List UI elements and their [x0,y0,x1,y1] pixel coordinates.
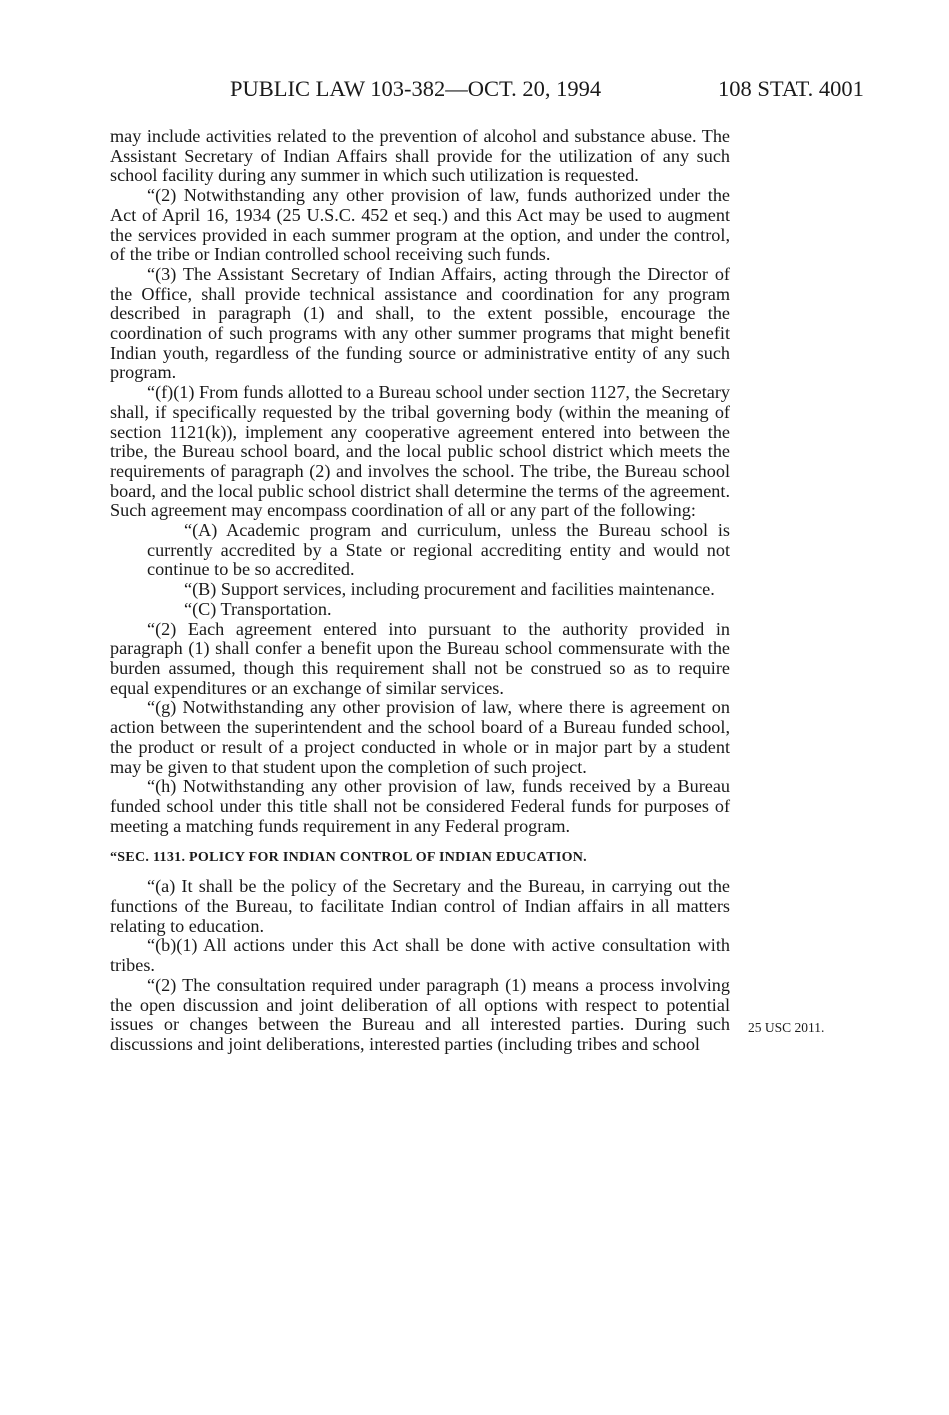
header-title: PUBLIC LAW 103-382—OCT. 20, 1994 [230,76,602,101]
paragraph-f2: “(2) Each agreement entered into pursuant to the authority provided in paragraph (1) shall confer a benefit upon the Bureau school commensurate with the burden assumed, though this requirement shall not be construed so as to require equal expenditures or an exchange of similar services. [110,618,730,698]
subparagraph-b: “(B) Support services, including procurement and facilities maintenance. [184,579,715,600]
paragraph-e2: “(2) Notwithstanding any other provision of law, funds authorized under the Act of April 16, 1934 (25 U.S.C. 452 et seq.) and this Act may be used to augment the services provided in each summer program at the option, and under the control, of the tribe or Indian controlled school receiving such funds. [110,185,730,265]
statute-page-number: 108 STAT. 4001 [718,76,864,101]
subparagraph-a: “(A) Academic program and curriculum, unless the Bureau school is currently accredited by a State or regional accrediting entity and would not continue to be so accredited. [147,520,730,580]
subparagraph-c: “(C) Transportation. [184,598,332,619]
paragraph-b2: “(2) The consultation required under paragraph (1) means a process involving the open discussion and joint deliberation of all options with respect to potential issues or changes between the Bureau and all interested parties. During such discussions and joint deliberations, interested parties (including tribes and school [110,974,730,1054]
statute-body [110,127,730,1055]
paragraph-f1: “(f)(1) From funds allotted to a Bureau school under section 1127, the Secretary shall, if specifically requested by the tribal governing body (within the meaning of section 1121(k)), implement any cooperative agreement entered into between the tribe, the Bureau school board, and the local public school district which meets the requirements of paragraph (2) and involves the school. The tribe, the Bureau school board, and the local public school district shall determine the terms of the agreement. Such agreement may encompass coordination of all or any part of the following: [110,382,730,521]
paragraph-h: “(h) Notwithstanding any other provision of law, funds received by a Bureau funded school under this title shall not be considered Federal funds for purposes of meeting a matching funds requirement in any Federal program. [110,776,730,836]
usc-margin-note: 25 USC 2011. [748,1020,825,1035]
paragraph-b1: “(b)(1) All actions under this Act shall be done with active consultation with tribes. [110,935,730,976]
section-heading: “SEC. 1131. POLICY FOR INDIAN CONTROL OF INDIAN EDUCATION. [110,850,587,866]
paragraph-continuation: may include activities related to the prevention of alcohol and substance abuse. The Assistant Secretary of Indian Affairs shall provide for the utilization of any such school facility during any summer in which such utilization is requested. [110,126,730,186]
paragraph-a: “(a) It shall be the policy of the Secretary and the Bureau, in carrying out the functions of the Bureau, to facilitate Indian control of Indian affairs in all matters relating to education. [110,876,730,936]
paragraph-g: “(g) Notwithstanding any other provision of law, where there is agreement on action between the superintendent and the school board of a Bureau funded school, the product or result of a project conducted in whole or in major part by a student may be given to that student upon the completion of such project. [110,697,730,777]
running-header [0,76,949,112]
paragraph-e3: “(3) The Assistant Secretary of Indian Affairs, acting through the Director of the Office, shall provide technical assistance and coordination for any program described in paragraph (1) and shall, to the extent possible, encourage the coordination of such programs with any other summer programs that might benefit Indian youth, regardless of the funding source or administrative entity of any such program. [110,263,730,383]
